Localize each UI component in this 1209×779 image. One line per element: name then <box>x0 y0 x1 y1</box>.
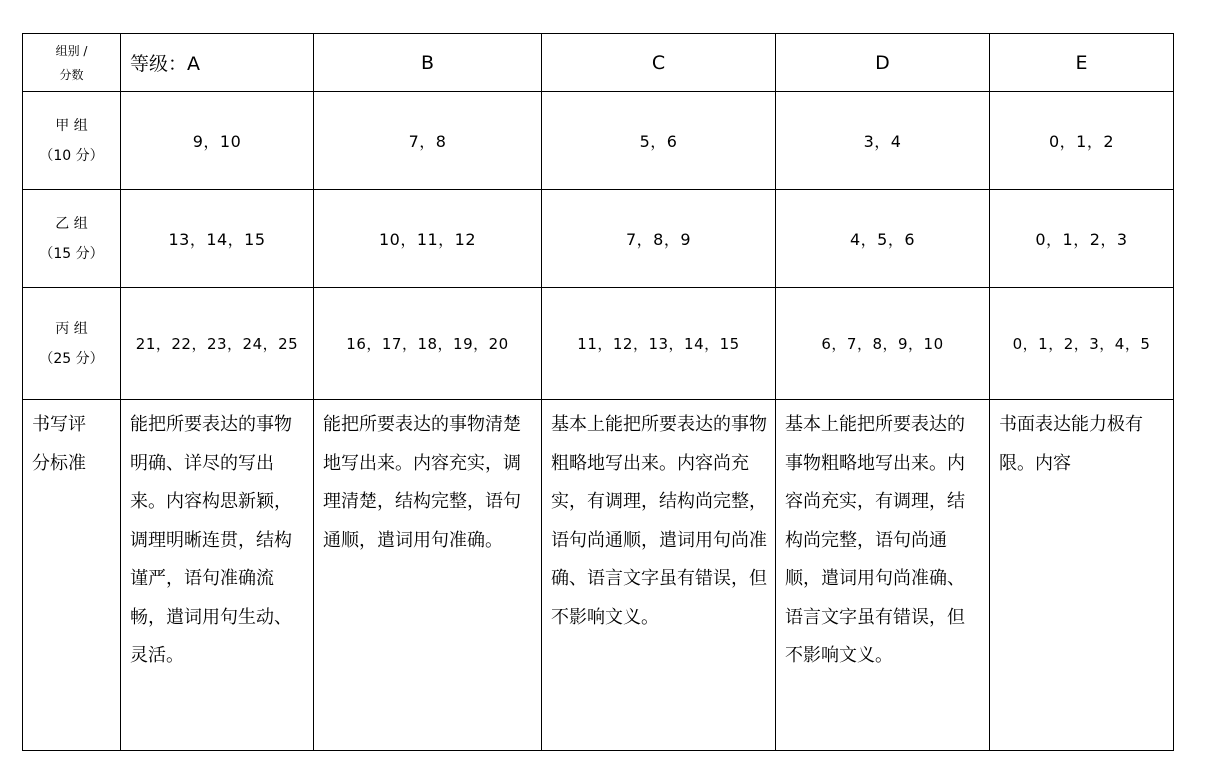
group-points: （25 分） <box>39 350 104 367</box>
corner-label-group: 组别 / <box>55 43 88 58</box>
grade-header-c: C <box>542 34 776 92</box>
grade-header-e: E <box>990 34 1174 92</box>
criteria-label-cell <box>23 400 121 751</box>
group-points: （15 分） <box>39 245 104 262</box>
group-row-yi <box>23 190 1174 288</box>
score-cell-e: 0，1，2 <box>990 92 1174 190</box>
grade-header-a: 等级：A <box>121 34 314 92</box>
group-row-jia <box>23 92 1174 190</box>
criteria-text-c: 基本上能把所要表达的事物粗略地写出来。内容尚充实，有调理，结构尚完整，语句尚通顺，遣词用句尚准确、语言文字虽有错误，但不影响文义。 <box>542 400 776 751</box>
score-cell-a: 13，14，15 <box>121 190 314 288</box>
criteria-text-a: 能把所要表达的事物明确、详尽的写出来。内容构思新颖，调理明晰连贯，结构谨严，语句准确流畅，遣词用句生动、灵活。 <box>121 400 314 751</box>
grade-header-b: B <box>314 34 542 92</box>
score-cell-a: 21，22，23，24，25 <box>121 288 314 400</box>
group-name: 乙 组 <box>55 215 88 232</box>
criteria-text-e: 书面表达能力极有限。内容 <box>990 400 1174 751</box>
group-label-cell <box>23 92 121 190</box>
scoring-table <box>22 33 1174 751</box>
group-name: 丙 组 <box>55 320 88 337</box>
criteria-text-d: 基本上能把所要表达的事物粗略地写出来。内容尚充实，有调理，结构尚完整，语句尚通顺，遣词用句尚准确、语言文字虽有错误，但不影响文义。 <box>776 400 990 751</box>
corner-label-score: 分数 <box>59 67 84 82</box>
group-points: （10 分） <box>39 147 104 164</box>
score-cell-b: 16，17，18，19，20 <box>314 288 542 400</box>
criteria-label-line1: 书写评 <box>32 414 86 435</box>
score-cell-d: 3，4 <box>776 92 990 190</box>
group-label-cell <box>23 190 121 288</box>
grade-header-d: D <box>776 34 990 92</box>
score-cell-e: 0，1，2，3 <box>990 190 1174 288</box>
group-label-cell <box>23 288 121 400</box>
group-name: 甲 组 <box>55 117 88 134</box>
score-cell-a: 9，10 <box>121 92 314 190</box>
score-cell-b: 10，11，12 <box>314 190 542 288</box>
header-row <box>23 34 1174 92</box>
score-cell-e: 0，1，2，3，4，5 <box>990 288 1174 400</box>
group-row-bing <box>23 288 1174 400</box>
header-corner-cell <box>23 34 121 92</box>
criteria-text-b: 能把所要表达的事物清楚地写出来。内容充实，调理清楚，结构完整，语句通顺，遣词用句准确。 <box>314 400 542 751</box>
criteria-row <box>23 400 1174 751</box>
score-cell-c: 11，12，13，14，15 <box>542 288 776 400</box>
score-cell-b: 7，8 <box>314 92 542 190</box>
score-cell-d: 4，5，6 <box>776 190 990 288</box>
criteria-label-line2: 分标准 <box>32 452 86 474</box>
score-cell-c: 5，6 <box>542 92 776 190</box>
score-cell-d: 6，7，8，9，10 <box>776 288 990 400</box>
score-cell-c: 7，8，9 <box>542 190 776 288</box>
